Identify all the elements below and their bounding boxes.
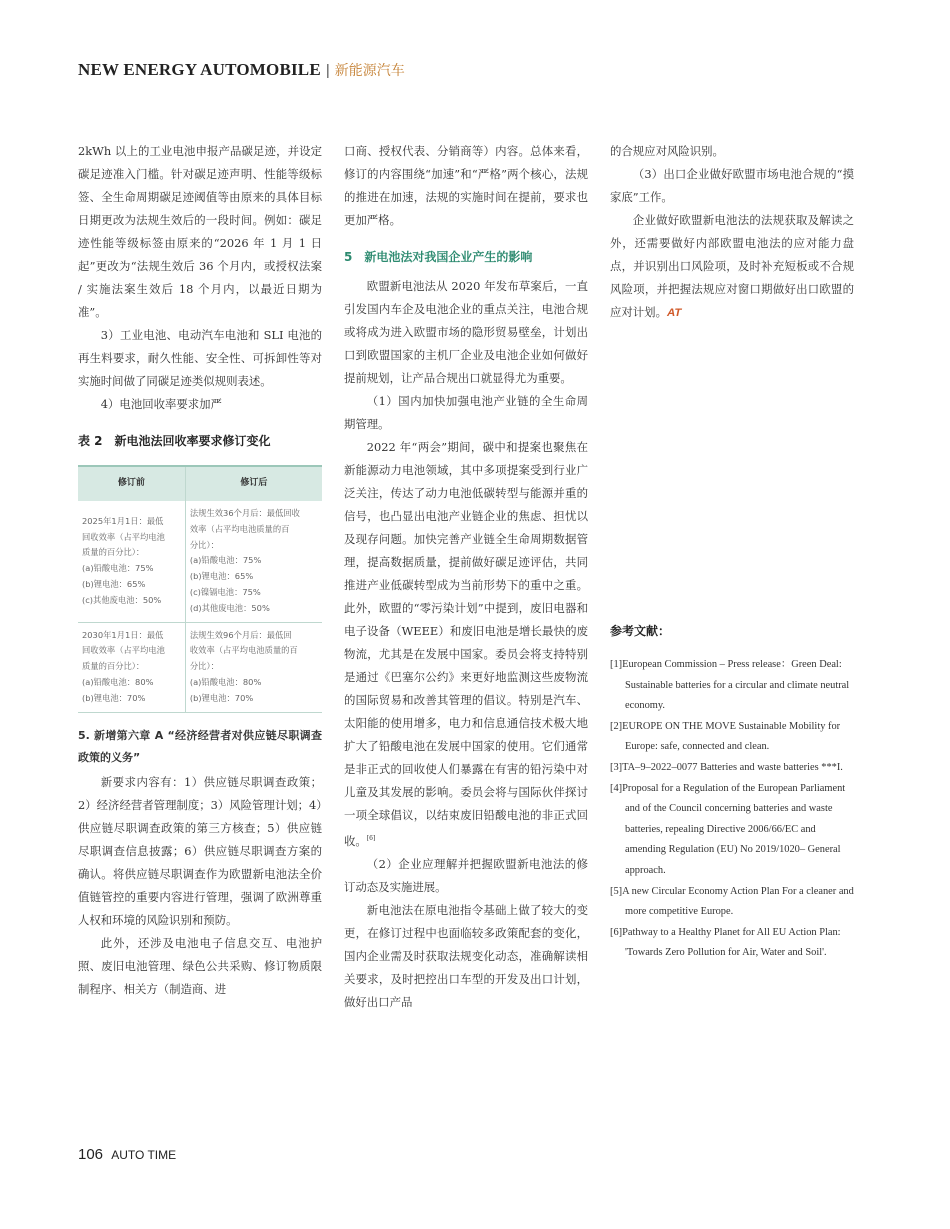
paragraph: （2）企业应理解并把握欧盟新电池法的修订动态及实施进展。 <box>344 856 588 894</box>
paragraph: 此外，还涉及电池电子信息交互、电池护照、废旧电池管理、绿色公共采购、修订物质限制程序、相关方（制造商、进 <box>78 935 322 996</box>
cell-line: (a)铅酸电池：75% <box>82 563 154 574</box>
article-end-mark: AT <box>666 307 682 319</box>
cell-line: (c)其他废电池：50% <box>82 594 162 605</box>
column-3 <box>610 140 854 325</box>
cell-line: 法规生效36个月后：最低回收 <box>189 508 300 518</box>
header-section-zh: 新能源汽车 <box>334 63 405 79</box>
magazine-name: AUTO TIME <box>111 1148 177 1162</box>
cell-line: 分比）： <box>189 539 219 550</box>
citation-mark: [6] <box>366 835 376 842</box>
paragraph <box>610 209 854 325</box>
cell-line: 回收效率（占平均电池 <box>82 645 165 656</box>
table-cell <box>185 622 322 712</box>
table-row <box>78 501 322 622</box>
table-cell <box>78 622 185 712</box>
cell-line: 2030年1月1日：最低 <box>82 629 164 640</box>
paragraph: 欧盟新电池法从 2020 年发布草案后，一直引发国内车企及电池企业的重点关注，电池合规或将成为进入欧盟市场的隐形贸易壁垒，计划出口到欧盟国家的主机厂企业及电池企业如何做好提前规划，让产品合规出口就显得尤为重要。 <box>344 279 588 385</box>
paragraph <box>344 436 588 853</box>
cell-line: (b)锂电池：70% <box>82 692 146 703</box>
paragraph-text: 企业做好欧盟新电池法的法规获取及解读之外，还需要做好内部欧盟电池法的应对能力盘点，并识别出口风险项，及时补充短板或不合规风险项，并把握法规应对窗口期做好出口欧盟的应对计划。 <box>610 213 854 319</box>
table-header-after: 修订后 <box>185 466 322 501</box>
table-cell <box>185 501 322 622</box>
paragraph: 的合规应对风险识别。 <box>610 144 724 158</box>
cell-line: 收效率（占平均电池质量的百 <box>189 645 298 656</box>
cell-line: (b)锂电池：65% <box>189 571 254 582</box>
column-2 <box>344 140 588 1014</box>
paragraph: （1）国内加快加强电池产业链的全生命周期管理。 <box>344 394 588 431</box>
running-header <box>78 58 405 82</box>
header-section-en: NEW ENERGY AUTOMOBILE <box>78 60 321 79</box>
reference-item: [5]A new Circular Economy Action Plan For a cleaner and more competitive Europe. <box>610 885 854 918</box>
page-number: 106 <box>78 1146 104 1163</box>
table-header-before: 修订前 <box>78 466 185 501</box>
column-1 <box>78 140 322 1001</box>
paragraph: （3）出口企业做好欧盟市场电池合规的“摸家底”工作。 <box>610 167 854 204</box>
section-heading: 5 新电池法对我国企业产生的影响 <box>344 250 533 264</box>
cell-line: (b)锂电池：70% <box>189 692 254 703</box>
cell-line: 回收效率（占平均电池 <box>82 531 165 542</box>
page-footer <box>78 1146 176 1163</box>
cell-line: (b)锂电池：65% <box>82 579 146 590</box>
cell-line: 质量的百分比）： <box>82 547 145 558</box>
reference-item: [3]TA–9–2022–0077 Batteries and waste batteries ***I. <box>610 761 843 773</box>
paragraph: 口商、授权代表、分销商等）内容。总体来看，修订的内容围绕“加速”和“严格”两个核心，法规的推进在加速，法规的实施时间在提前，要求也更加严格。 <box>344 144 588 227</box>
cell-line: (c)镍镉电池：75% <box>189 586 261 597</box>
reference-item: [6]Pathway to a Healthy Planet for All EU Action Plan: 'Towards Zero Pollution for Air, Water and Soil'. <box>610 926 841 959</box>
paragraph: 3）工业电池、电动汽车电池和 SLI 电池的再生料要求，耐久性能、安全性、可拆卸性等对实施时间做了同碳足迹类似规则表述。 <box>78 328 322 388</box>
table-title: 表 2 新电池法回收率要求修订变化 <box>78 434 271 448</box>
subsection-heading: 5. 新增第六章 A “经济经营者对供应链尽职调查政策的义务” <box>78 728 322 764</box>
cell-line: (a)铅酸电池：80% <box>82 676 154 687</box>
paragraph: 新电池法在原电池指令基础上做了较大的变更，在修订过程中也面临较多政策配套的变化，国内企业需及时获取法规变化动态，准确解读相关要求，及时把控出口车型的开发及出口计划，做好出口产品 <box>344 902 588 1009</box>
cell-line: (a)铅酸电池：80% <box>189 676 262 687</box>
reference-item: [2]EUROPE ON THE MOVE Sustainable Mobility for Europe: safe, connected and clean. <box>610 720 841 753</box>
cell-line: (d)其他废电池：50% <box>189 602 270 613</box>
cell-line: 2025年1月1日：最低 <box>82 515 164 526</box>
cell-line: (a)铅酸电池：75% <box>189 555 262 566</box>
paragraph: 4）电池回收率要求加严 <box>100 397 222 411</box>
references <box>610 620 854 964</box>
recovery-rate-table <box>78 465 322 713</box>
paragraph: 2kWh 以上的工业电池申报产品碳足迹，并设定碳足迹准入门槛。针对碳足迹声明、性能等级标签、全生命周期碳足迹阈值等由原来的具体目标日期更改为法规生效后的一段时间。例如：碳足迹性能等级标签由原来的“2026 年 1 月 1 日起”更改为“法规生效后 36 个月内，或授权法案 / 实施法案生效后 18 个月内，以最近日期为准”。 <box>78 144 322 319</box>
references-title: 参考文献： <box>610 624 671 638</box>
paragraph: 新要求内容有：1）供应链尽职调查政策；2）经济经营者管理制度；3）风险管理计划；4）供应链尽职调查政策的第三方核查；5）供应链尽职调查信息披露；6）供应链尽职调查方案的确认。将供应链尽职调查作为欧盟新电池法全价值链管控的重要内容进行管理，强调了欧洲尊重人权和环境的风险识别和预防。 <box>78 774 322 927</box>
table-row <box>78 622 322 712</box>
table-cell <box>78 501 185 622</box>
cell-line: 分比）： <box>189 661 219 672</box>
reference-item: [1]European Commission – Press release：Green Deal: Sustainable batteries for a circular and climate neutral economy. <box>610 659 850 712</box>
cell-line: 质量的百分比）： <box>82 661 145 672</box>
reference-item: [4]Proposal for a Regulation of the European Parliament and of the Council concerning batteries and waste batteries, repealing Directive 2006/66/EC and amending Regulation (EU) No 2019/1020– General approach. <box>610 782 846 876</box>
header-separator: | <box>325 61 330 79</box>
cell-line: 效率（占平均电池质量的百 <box>189 523 290 534</box>
paragraph-text: 2022 年“两会”期间，碳中和提案也聚焦在新能源动力电池领域，其中多项提案受到行业广泛关注，传达了动力电池低碳转型与能源并重的信号，也凸显出电池产业链企业的焦虑、担忧以及现存问题。加快完善产业链全生命周期数据管理，提高数据质量，提前做好碳足迹评估，共同推进产业低碳转型成为当前形势下的重中之重。此外，欧盟的“零污染计划”中提到，废旧电器和电子设备（WEEE）和废旧电池是增长最快的废物流，尤其是在发展中国家。委员会将支持特别是通过《巴塞尔公约》来更好地监测这些废物流的国际贸易和改善其管理的倡议。特别是汽车、太阳能的使用增多，电力和信息通信技术极大地扩大了铅酸电池在发展中国家的使用。它们通常是非正式的回收使人们暴露在有害的铅污染中对儿童及其发展的影响。委员会将与国际伙伴探讨一项全球倡议，以结束废旧铅酸电池的非正式回收。 <box>344 440 588 848</box>
cell-line: 法规生效96个月后：最低回 <box>189 629 292 640</box>
